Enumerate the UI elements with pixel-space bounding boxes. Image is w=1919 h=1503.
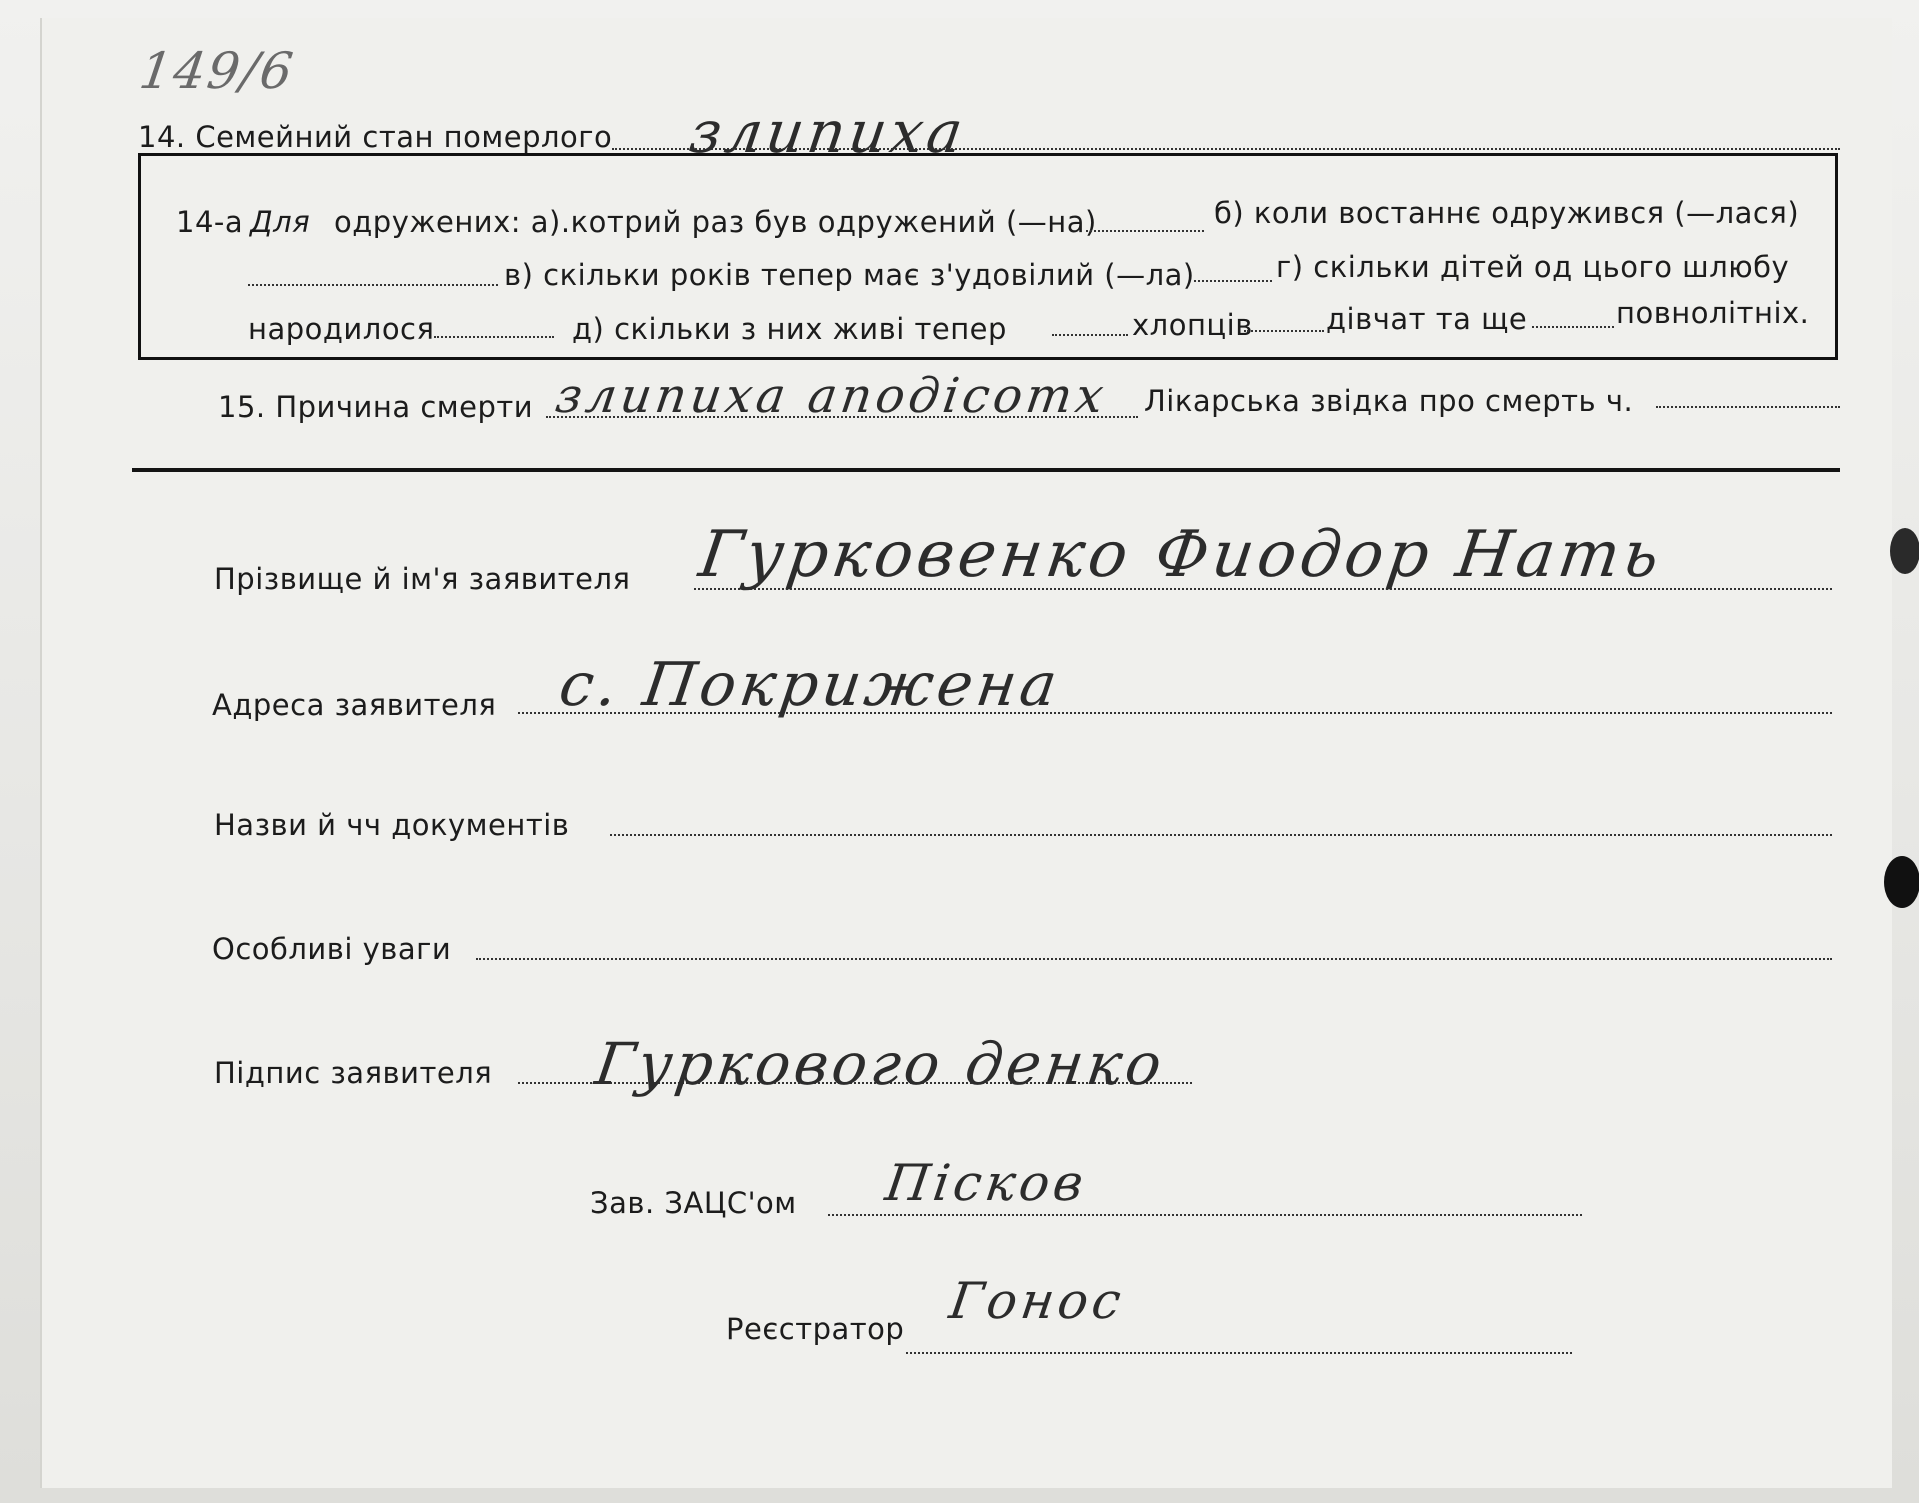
marital-status-value: злипиха	[685, 98, 971, 166]
item14a-adult-label: повнолітніх.	[1616, 296, 1810, 330]
boys-line	[1244, 330, 1324, 332]
years-widowed-line	[1194, 280, 1272, 282]
registry-head-line	[828, 1214, 1582, 1216]
applicant-name-value: Гурковенко Фиодор Нать	[694, 518, 1668, 592]
girls-line	[1532, 326, 1614, 328]
item14a-girls-label: дівчат та ще	[1326, 302, 1528, 336]
applicant-address-value: с. Покрижена	[555, 650, 1066, 720]
item14a-last-married-label: б) коли востаннє одружився (—лася)	[1214, 196, 1800, 230]
item14a-boys-label: хлопців	[1132, 308, 1253, 342]
item14a-years-widowed-label: в) скільки років тепер має з'удовілий (—ла)	[504, 258, 1195, 292]
item14a-born-label: народилося	[248, 312, 435, 346]
page-number: 149/6	[135, 42, 299, 100]
applicant-name-label: Прізвище й ім'я заявителя	[214, 562, 631, 596]
born-line	[434, 336, 554, 338]
applicant-signature-label: Підпис заявителя	[214, 1056, 493, 1090]
last-married-line	[248, 284, 498, 286]
registrar-line	[906, 1352, 1572, 1354]
applicant-signature-value: Гуркового денко	[591, 1030, 1170, 1098]
applicant-address-label: Адреса заявителя	[212, 688, 497, 722]
registrar-label: Реєстратор	[726, 1312, 905, 1346]
item14a-alive-label: д) скільки з них живі тепер	[572, 312, 1007, 346]
medical-report-label: Лікарська звідка про смерть ч.	[1144, 384, 1634, 418]
medical-report-line	[1656, 406, 1840, 408]
death-cause-label: 15. Причина смерти	[218, 390, 534, 424]
registrar-signature: Гонос	[945, 1272, 1129, 1330]
item14a-prefix: 14-а	[176, 205, 244, 239]
death-cause-value: злипиха аподісотх	[552, 368, 1111, 424]
marital-status-label: 14. Семейний стан померлого	[138, 120, 613, 154]
item14a-times-married-label: одружених: а).котрий раз був одружений (—на)	[334, 205, 1097, 239]
binding-hole-top	[1890, 528, 1919, 574]
alive-line	[1052, 334, 1128, 336]
registry-head-label: Зав. ЗАЦС'ом	[590, 1186, 797, 1220]
section-divider	[132, 468, 1840, 472]
notes-label: Особливі уваги	[212, 932, 452, 966]
notes-line	[476, 958, 1832, 960]
registry-head-signature: Пісков	[881, 1154, 1091, 1212]
binding-hole-bottom	[1884, 856, 1919, 908]
documents-line	[610, 834, 1832, 836]
times-married-line	[1086, 230, 1204, 232]
item14a-children-label: г) скільки дітей од цього шлюбу	[1276, 250, 1790, 284]
item14a-for-label: Для	[250, 205, 311, 239]
documents-label: Назви й чч документів	[214, 808, 570, 842]
